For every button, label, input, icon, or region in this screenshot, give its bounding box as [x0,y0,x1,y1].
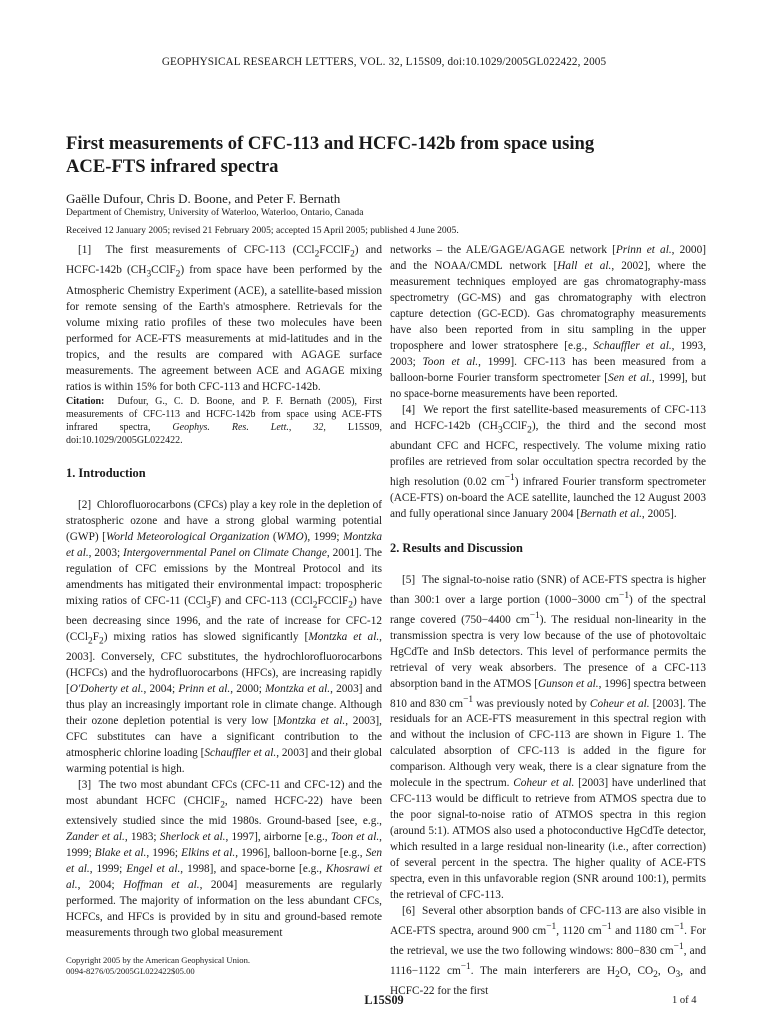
paragraph-4: [4] We report the first satellite-based measurements of CFC-113 and HCFC-142b $(CH_3CClF_2)$, the third and the second most abundant CFC and HCFC, respectively. The volume mixing ratio profiles are retrieved from solar occultation spectra recorded by the high resolution (0.02 $cm^{-1}$) infrared Fourier transform spectrometer (ACE-FTS) on-board the ACE satellite, launched the 12 August 2003 and fully operational since January 2004 [Bernath et al., 2005]. [390,404,706,521]
paragraph-3: [3] The two most abundant CFCs (CFC-11 and CFC-12) and the most abundant HCFC (CHClF$_2$, named HCFC-22) have been extensively studied since the mid 1980s. Ground-based [see, e.g., Zander et al., 1983; Sherlock et al., 1997], airborne [e.g., Toon et al., 1999; Blake et al., 1996; Elkins et al., 1996], balloon-borne [e.g., Sen et al., 1999; Engel et al., 1998], and space-borne [e.g., Khosrawi et al., 2004; Hoffman et al., 2004] measurements are regularly performed. The majority of information on the less abundant CFCs, HCFCs, and HFCs is provided by in situ and ground-based remote measurements through two global measurement [66,779,382,940]
paragraph-2: [2] Chlorofluorocarbons (CFCs) play a key role in the depletion of stratospheric ozone and have a strong global warming potential (GWP) [World Meteorological Organization (WMO), 1999; Montzka et al., 2003; Intergovernmental Panel on Climate Change, 2001]. The regulation of CFC emissions by the Montreal Protocol and its amendments has mitigated their environmental impact: tropospheric mixing ratios of CFC-11 (CCl$_3$F) and CFC-113 (CCl$_2$FCClF$_2$) have been decreasing since 1996, and the rate of increase for CFC-12 $(CCl_2F_2)$ mixing ratios has slowed significantly [Montzka et al., 2003]. Conversely, CFC substitutes, the hydrochlorofluorocarbons (HCFCs) and the hydrofluorocarbons (HFCs), are increasing rapidly [O'Doherty et al., 2004; Prinn et al., 2000; Montzka et al., 2003] and thus play an increasingly important role in climate change. Although their ozone depletion potential is very low [Montzka et al., 2003], CFC substitutes can have a significant contribution to the atmospheric chlorine loading [Schauffler et al., 2003] and their global warming potential is high. [66,498,383,775]
paper-title [66,132,706,178]
paragraph-3-continued: networks – the ALE/GAGE/AGAGE network [Prinn et al., 2000] and the NOAA/CMDL network [Hall et al., 2002], where the measurement techniques employed are gas chromatography-mass spectrometry (GC-MS) and gas chromatography with electron capture detection (GC-ECD). Gas chromatography measurements have also been reported from in situ sampling in the upper troposphere and lower stratosphere [e.g., Schauffler et al., 1993, 2003; Toon et al., 1999]. CFC-113 has been measured from a balloon-borne Fourier transform spectrometer [Sen et al., 1999], but no space-borne measurements have been reported. [390,244,707,400]
issn-line: 0094-8276/05/2005GL022422$05.00 [66,966,195,976]
page-number: 1 of 4 [672,995,697,1006]
affiliation: Department of Chemistry, University of Waterloo, Waterloo, Ontario, Canada [66,207,364,218]
paragraph-5: [5] The signal-to-noise ratio (SNR) of ACE-FTS spectra is higher than 300:1 over a large portion (1000−3000 $cm^{-1}$) of the spectral range covered (750−4400 $cm^{-1}$). The residual non-linearity in the transmission spectra is very low because of the use of photovoltaic HgCdTe and InSb detectors. This level of performance permits the retrieval of very weak absorbers. The presence of a CFC-113 absorption band in the ATMOS [Gunson et al., 1996] spectra between 810 and 830 $cm^{-1}$ was previously noted by Coheur et al. [2003]. The residuals for an ACE-FTS measurement in this spectral region with and without the inclusion of CFC-113 are shown in Figure 1. The calculated absorption of CFC-113 is added in the figure for comparison. Although very weak, there is a clear signature from the molecule in the spectrum. Coheur et al. [2003] have underlined that CFC-113 would be difficult to retrieve from ATMOS spectra due to the poor signal-to-noise ratio of ATMOS spectra in this region (around 5:1). ATMOS also used a photoconductive HgCdTe detector, which resulted in a large residual non-linearity (i.e., after correction) of several percent in the spectra. The higher quality of ACE-FTS spectra, even in this unfavorable region (SNR around 100:1), permits the retrieval of CFC-113. [390,574,707,902]
received-dates: Received 12 January 2005; revised 21 February 2005; accepted 15 April 2005; published 4 June 2005. [66,225,459,236]
section-heading-results: 2. Results and Discussion [390,541,523,556]
paragraph-6: [6] Several other absorption bands of CFC-113 are also visible in ACE-FTS spectra, around 900 $cm^{-1}$, 1120 $cm^{-1}$ and 1180 $cm^{-1}$. For the retrieval, we use the two following windows: 800−830 $cm^{-1}$, and 1116−1122 $cm^{-1}$. The main interferers are $H_2O$, $CO_2$, $O_3$, and HCFC-22 for the first [390,905,706,997]
abstract: [1] The first measurements of CFC-113 (CCl$_2$FCClF$_2$) and HCFC-142b $(CH_3CClF_2)$ from space have been performed by the Atmospheric Chemistry Experiment (ACE), a satellite-based mission for remote sensing of the Earth's atmosphere. Retrievals for the volume mixing ratio profiles of these two molecules have been performed for ACE-FTS measurements at mid-latitudes and in the tropics, and the results are compared with AGAGE surface measurements. The agreement between ACE and AGAGE mixing ratios is within 15% for both CFC-113 and HCFC-142b. [66,244,382,393]
section-heading-introduction: 1. Introduction [66,465,146,480]
title-line-1: First measurements of CFC-113 and HCFC-142b from space using [66,133,595,154]
article-id: L15S09 [364,993,404,1007]
title-line-2: ACE-FTS infrared spectra [66,156,279,177]
copyright-notice [66,955,250,977]
copyright-line: Copyright 2005 by the American Geophysical Union. [66,955,251,965]
citation: Citation: Dufour, G., C. D. Boone, and P. F. Bernath (2005), First measurements of CFC-113 and HCFC-142b from space using ACE-FTS infrared spectra, Geophys. Res. Lett., 32, L15S09, doi:10.1029/2005GL022422. [66,395,383,446]
author-list: Gaëlle Dufour, Chris D. Boone, and Peter F. Bernath [66,191,341,206]
left-column [66,242,382,941]
right-column [390,242,706,999]
running-header: GEOPHYSICAL RESEARCH LETTERS, VOL. 32, L15S09, doi:10.1029/2005GL022422, 2005 [161,56,607,68]
